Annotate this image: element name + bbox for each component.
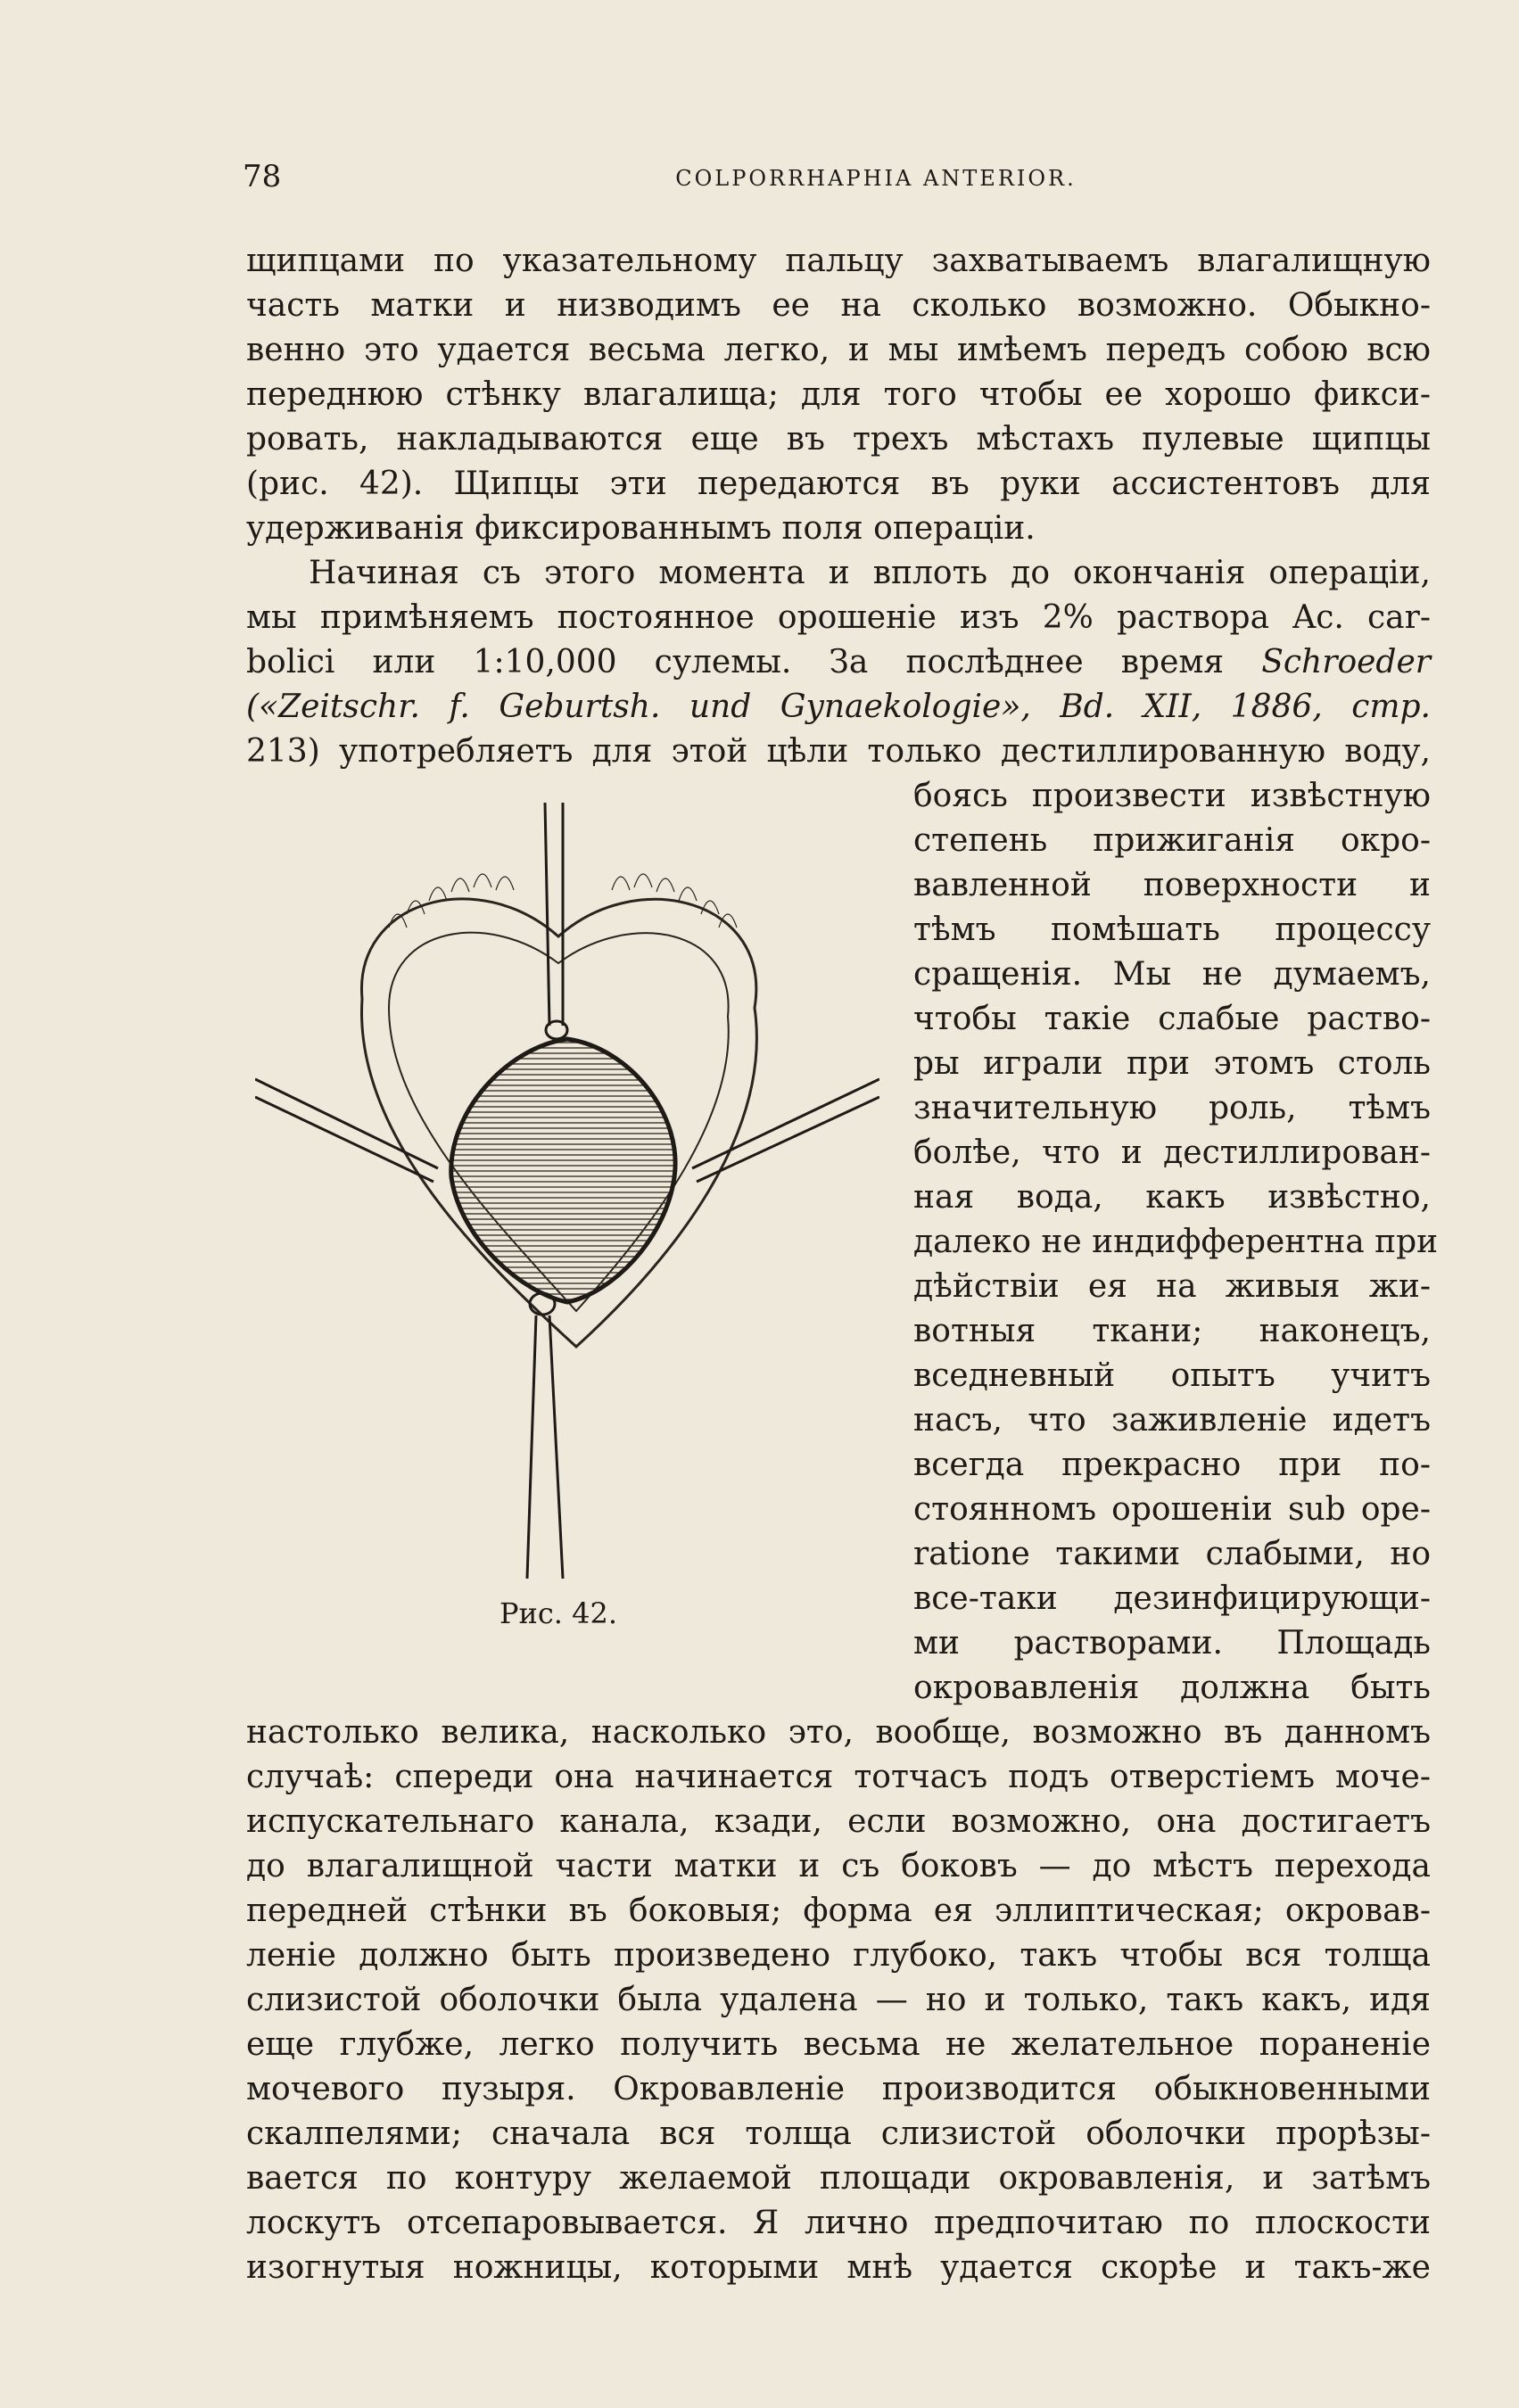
text-line: мы примѣняемъ постоянное орошеніе изъ 2% раствора Ac. car-: [246, 599, 1431, 636]
text-line: ровать, накладываются еще въ трехъ мѣстахъ пулевые щипцы: [246, 421, 1431, 458]
side-text-line: вседневный опытъ учитъ: [913, 1357, 1431, 1394]
side-text-line: степень прижиганія окро-: [913, 822, 1431, 859]
running-title: COLPORRHAPHIA ANTERIOR.: [675, 166, 1077, 191]
side-text-line: далеко не индифферентна при: [913, 1224, 1439, 1260]
surgical-field-drawing: [255, 794, 879, 1596]
side-text-line: окровавленія должна быть: [913, 1670, 1431, 1706]
text-line: мочевого пузыря. Окровавленіе производится обыкновенными: [246, 2071, 1431, 2107]
side-text-line: сращенія. Мы не думаемъ,: [913, 956, 1431, 993]
text-line: еще глубже, легко получить весьма не желательное пораненіе: [246, 2026, 1431, 2063]
figure-42-illustration: [255, 794, 879, 1596]
side-text-line: все-таки дезинфицирующи-: [913, 1580, 1431, 1617]
text-line: изогнутыя ножницы, которыми мнѣ удается скорѣе и такъ-же: [246, 2249, 1431, 2286]
text-line: леніе должно быть произведено глубоко, такъ чтобы вся толща: [246, 1937, 1431, 1974]
side-text-line: ная вода, какъ извѣстно,: [913, 1179, 1431, 1216]
side-text-line: ры играли при этомъ столь: [913, 1045, 1431, 1082]
text-line-with-author: [246, 640, 1431, 685]
side-text-line: ми растворами. Площадь: [913, 1625, 1431, 1662]
text-line: (рис. 42). Щипцы эти передаются въ руки ассистентовъ для: [246, 466, 1431, 502]
citation-line: («Zeitschr. f. Geburtsh. und Gynaekologie», Bd. XII, 1886, стр.: [246, 689, 1431, 725]
page-header: [243, 159, 1438, 198]
text-line: случаѣ: спереди она начинается тотчасъ подъ отверстіемъ моче-: [246, 1759, 1431, 1795]
side-text-line: боясь произвести извѣстную: [913, 778, 1431, 814]
side-text-line: стоянномъ орошеніи sub ope-: [913, 1491, 1431, 1528]
text-line: переднюю стѣнку влагалища; для того чтобы ее хорошо фикси-: [246, 376, 1431, 413]
text-line: вается по контуру желаемой площади окровавленія, и затѣмъ: [246, 2160, 1431, 2197]
text-line: до влагалищной части матки и съ боковъ — до мѣстъ перехода: [246, 1848, 1431, 1884]
side-text-line: значительную роль, тѣмъ: [913, 1090, 1431, 1126]
text-line: испускательнаго канала, кзади, если возможно, она достигаетъ: [246, 1803, 1431, 1840]
side-text-line: всегда прекрасно при по-: [913, 1447, 1431, 1483]
text-line: часть матки и низводимъ ее на сколько возможно. Обыкно-: [246, 287, 1431, 324]
text-line: 213) употребляетъ для этой цѣли только дестиллированную воду,: [246, 733, 1431, 770]
side-text-line: болѣе, что и дестиллирован-: [913, 1134, 1431, 1171]
text-line: настолько велика, насколько это, вообще, возможно въ данномъ: [246, 1714, 1431, 1751]
side-text-line: дѣйствіи ея на живыя жи-: [913, 1268, 1431, 1305]
text-line: слизистой оболочки была удалена — но и только, такъ какъ, идя: [246, 1982, 1431, 2018]
side-text-line: вавленной поверхности и: [913, 867, 1431, 903]
side-text-line: тѣмъ помѣшать процессу: [913, 911, 1431, 948]
text-line: щипцами по указательному пальцу захватываемъ влагалищную: [246, 243, 1431, 279]
text-line: передней стѣнки въ боковыя; форма ея эллиптическая; окровав-: [246, 1893, 1431, 1929]
side-text-line: вотныя ткани; наконецъ,: [913, 1313, 1431, 1349]
paragraph-start-line: Начиная съ этого момента и вплоть до окончанія операціи,: [309, 555, 1431, 591]
figure-caption: Рис. 42.: [499, 1596, 618, 1630]
text-line: удерживанія фиксированнымъ поля операціи.: [246, 510, 1036, 547]
text-line: лоскутъ отсепаровывается. Я лично предпочитаю по плоскости: [246, 2205, 1431, 2241]
text-segment: bolici или 1:10,000 сулемы. За послѣднее время: [246, 644, 1225, 680]
author-name: Schroeder: [1261, 644, 1431, 680]
page-number: 78: [243, 159, 282, 194]
side-text-line: ratione такими слабыми, но: [913, 1536, 1431, 1572]
text-line: скалпелями; сначала вся толща слизистой оболочки прорѣзы-: [246, 2115, 1431, 2152]
side-text-line: чтобы такіе слабые раство-: [913, 1001, 1431, 1037]
text-line: венно это удается весьма легко, и мы имѣемъ передъ собою всю: [246, 332, 1431, 368]
side-text-line: насъ, что заживленіе идетъ: [913, 1402, 1431, 1439]
